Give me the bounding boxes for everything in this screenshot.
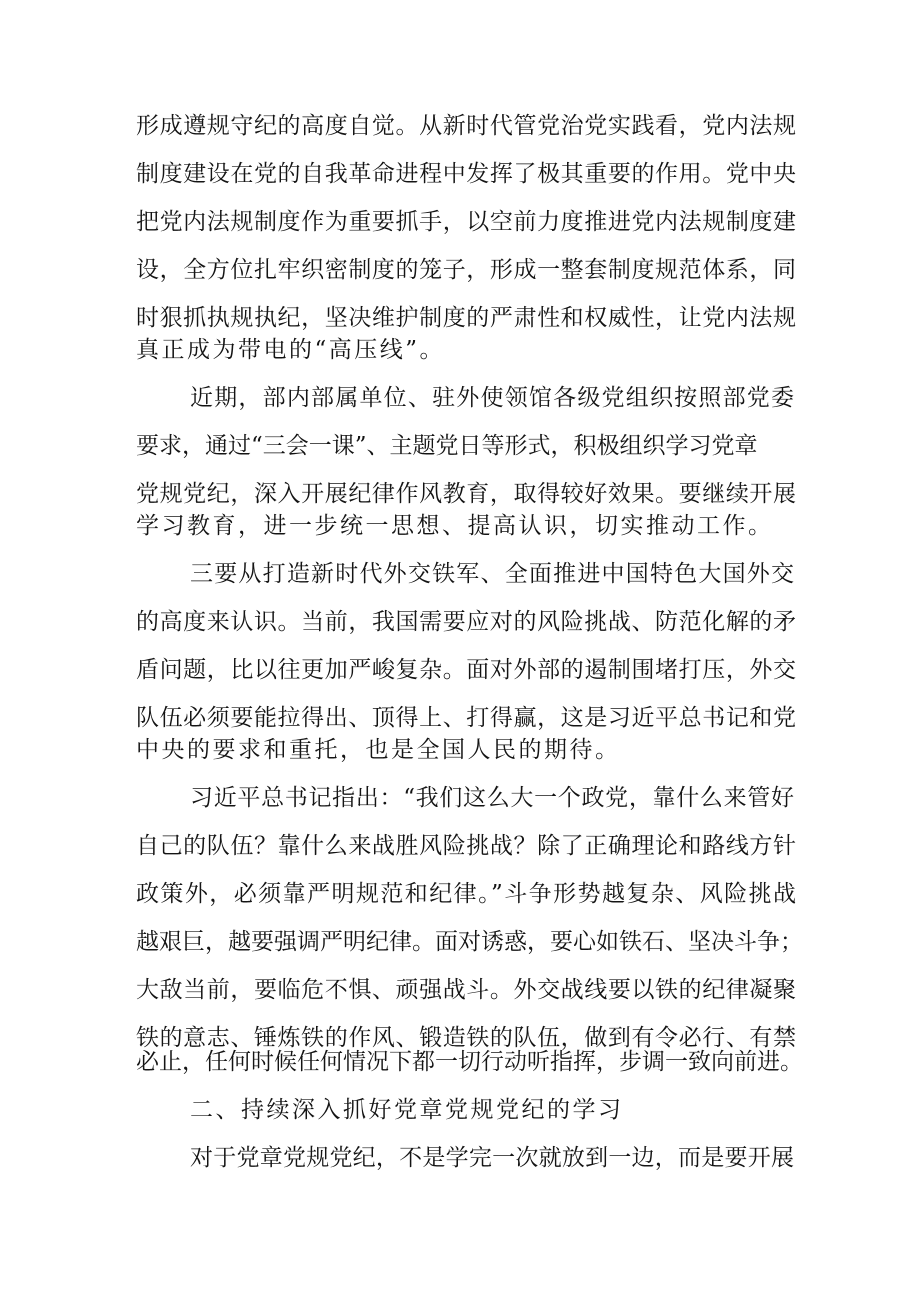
section-heading: 二、持续深入抓好党章党规党纪的学习 <box>190 1097 624 1123</box>
paragraph-line: 时狠抓执规执纪，坚决维护制度的严肃性和权威性，让党内法规 <box>136 305 796 331</box>
paragraph-line: 的高度来认识。当前，我国需要应对的风险挑战、防范化解的矛 <box>136 609 796 635</box>
paragraph-line: 队伍必须要能拉得出、顶得上、打得赢，这是习近平总书记和党 <box>136 705 796 731</box>
paragraph-line: 要求，通过“三会一课”、主题党日等形式，积极组织学习党章 <box>136 433 758 459</box>
paragraph-first-line: 对于党章党规党纪，不是学完一次就放到一边，而是要开展 <box>190 1145 794 1171</box>
paragraph-line: 学习教育，进一步统一思想、提高认识，切实推动工作。 <box>136 513 774 539</box>
paragraph-line: 大敌当前，要临危不惧、顽强战斗。外交战线要以铁的纪律凝聚 <box>136 977 796 1003</box>
paragraph-line: 政策外，必须靠严明规范和纪律。”斗争形势越复杂、风险挑战 <box>136 881 796 907</box>
paragraph-line: 制度建设在党的自我革命进程中发挥了极其重要的作用。党中央 <box>136 161 796 187</box>
paragraph-line: 形成遵规守纪的高度自觉。从新时代管党治党实践看，党内法规 <box>136 113 796 139</box>
paragraph-line: 盾问题，比以往更加严峻复杂。面对外部的遏制围堵打压，外交 <box>136 657 796 683</box>
paragraph-line: 铁的意志、锤炼铁的作风、锻造铁的队伍，做到有令必行、有禁 <box>136 1025 796 1051</box>
paragraph-line: 越艰巨，越要强调严明纪律。面对诱惑，要心如铁石、坚决斗争； <box>136 929 803 955</box>
paragraph-line: 必止，任何时候任何情况下都一切行动听指挥，步调一致向前进。 <box>136 1049 803 1075</box>
paragraph-line: 设，全方位扎牢织密制度的笼子，形成一整套制度规范体系，同 <box>136 257 796 283</box>
paragraph-first-line: 三要从打造新时代外交铁军、全面推进中国特色大国外交 <box>190 561 794 587</box>
paragraph-first-line: 习近平总书记指出：“我们这么大一个政党，靠什么来管好 <box>190 785 794 811</box>
paragraph-line: 中央的要求和重托，也是全国人民的期待。 <box>136 737 621 763</box>
paragraph-line: 自己的队伍？靠什么来战胜风险挑战？除了正确理论和路线方针 <box>136 833 796 859</box>
paragraph-line: 把党内法规制度作为重要抓手，以空前力度推进党内法规制度建 <box>136 209 796 235</box>
paragraph-first-line: 近期，部内部属单位、驻外使领馆各级党组织按照部党委 <box>190 385 794 411</box>
paragraph-line: 党规党纪，深入开展纪律作风教育，取得较好效果。要继续开展 <box>136 481 796 507</box>
paragraph-line: 真正成为带电的“高压线”。 <box>136 337 446 363</box>
